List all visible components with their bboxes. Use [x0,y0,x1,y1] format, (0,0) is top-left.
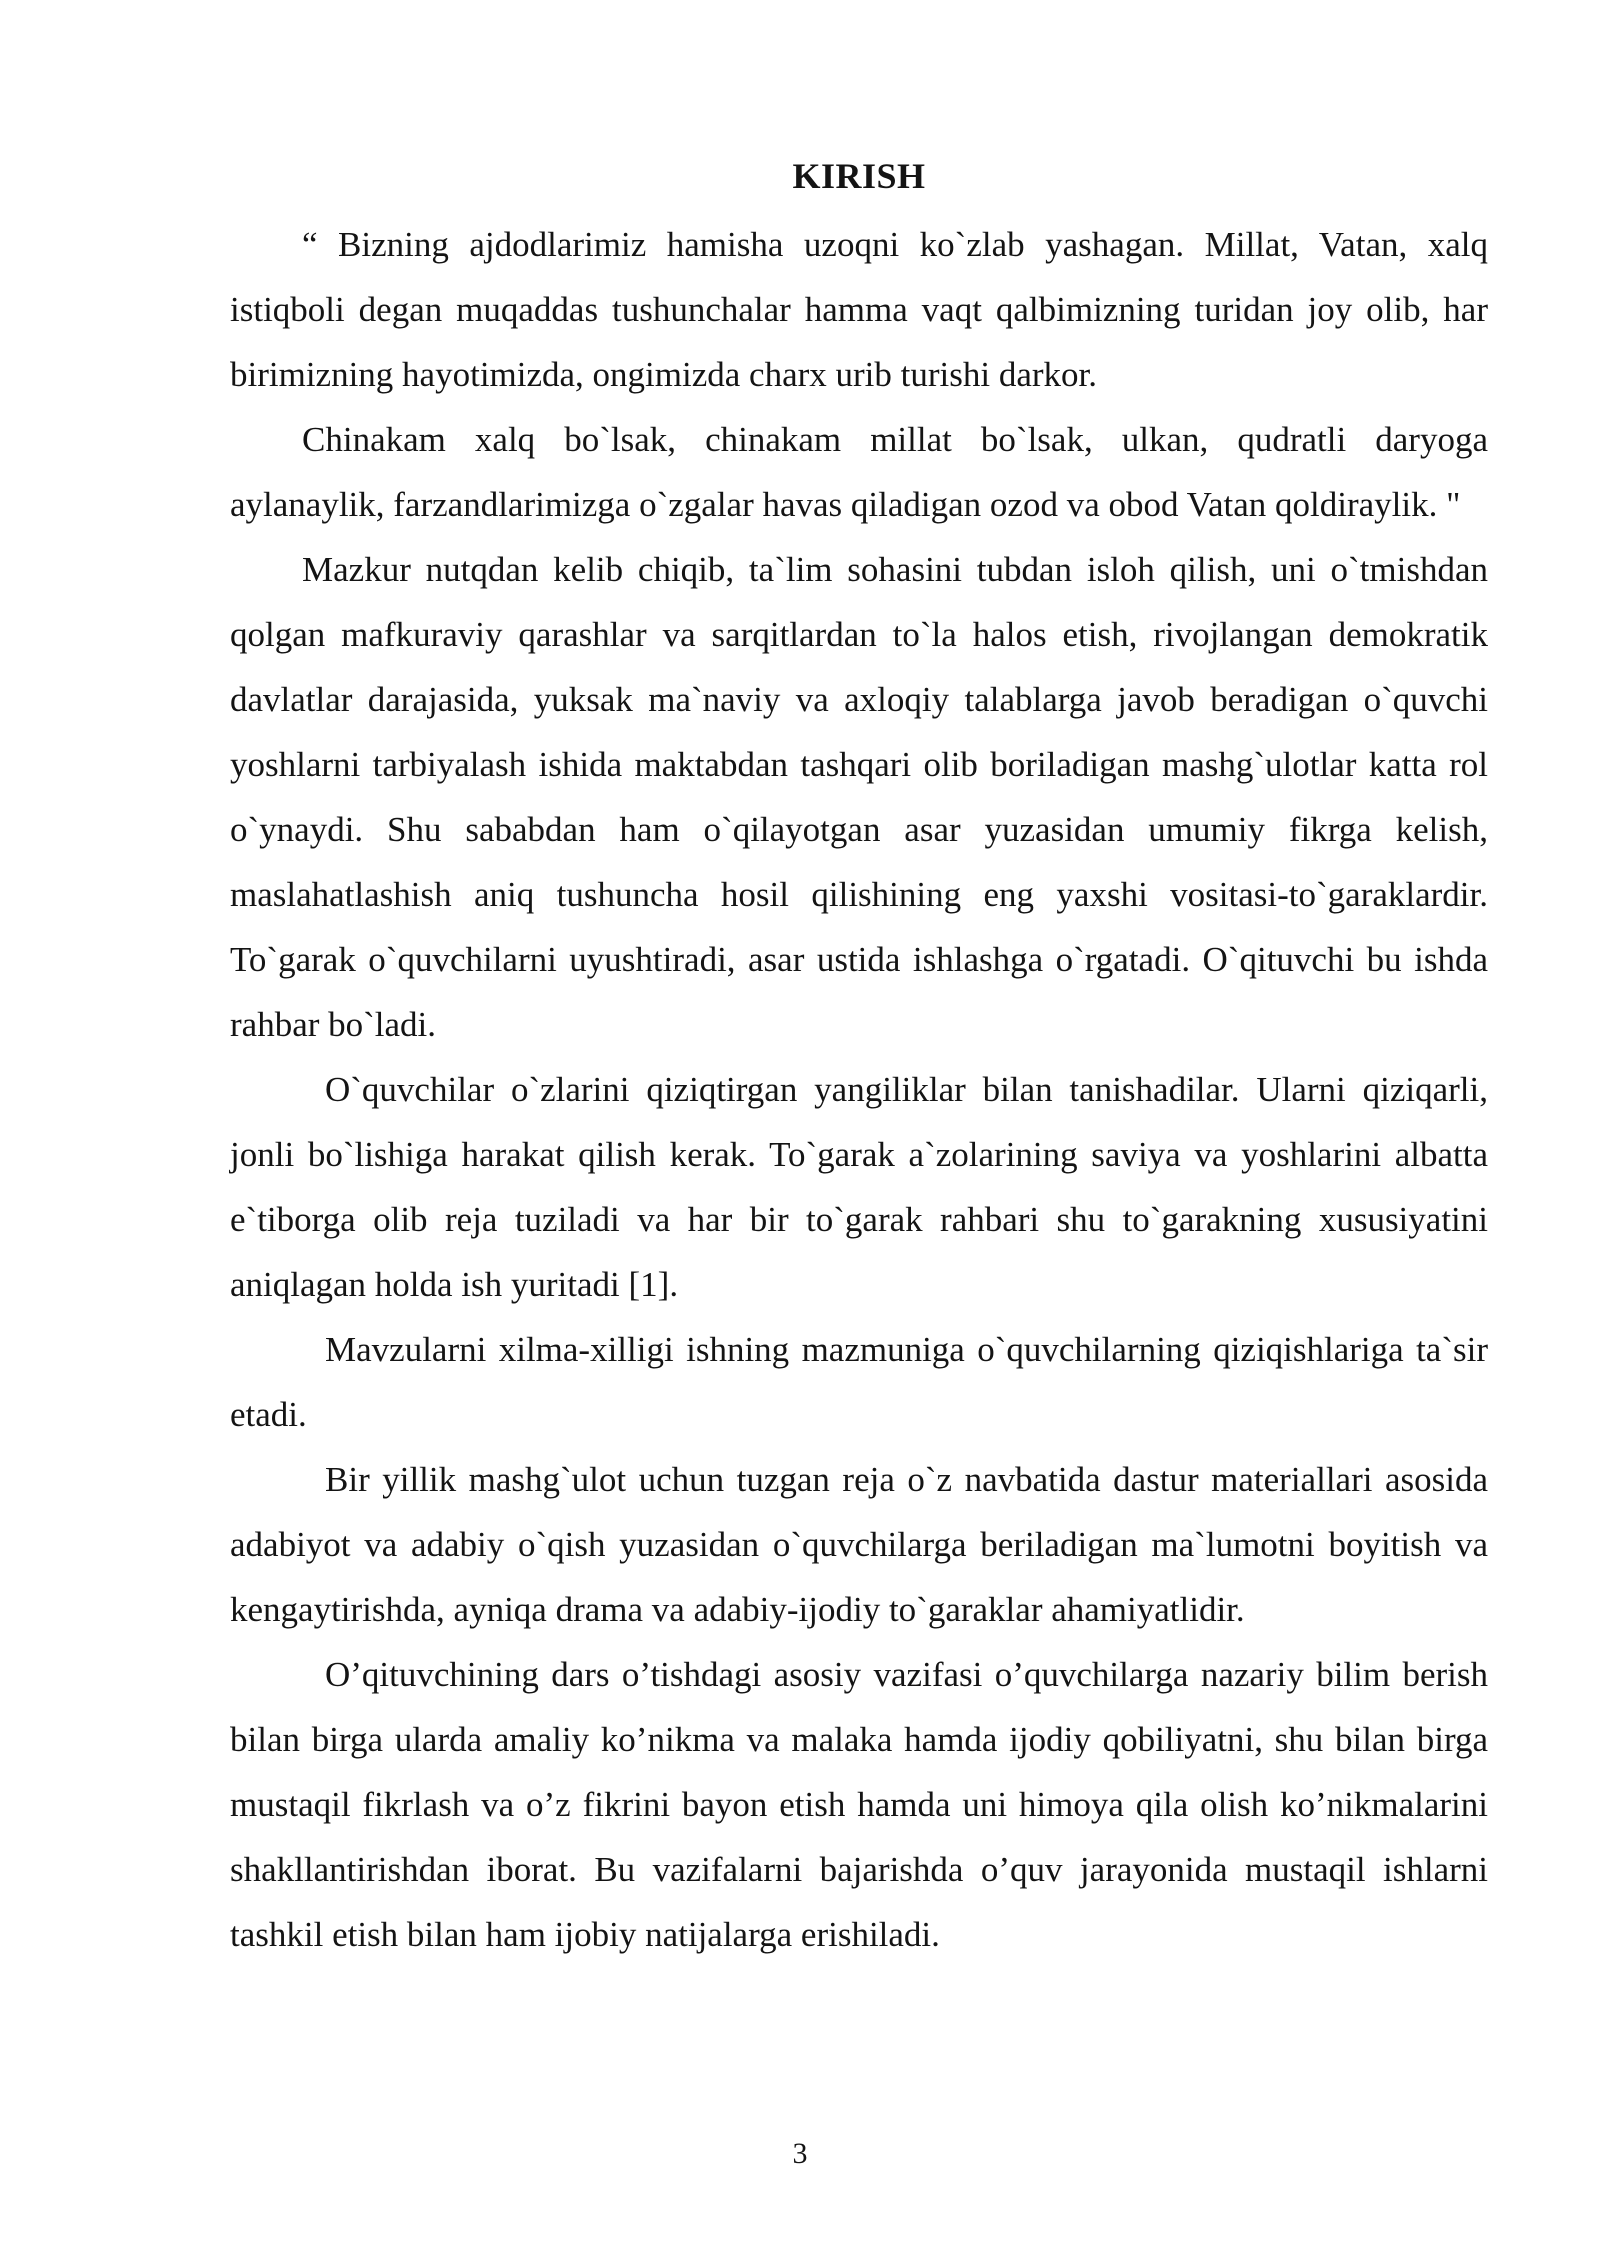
page-number: 3 [792,2137,808,2170]
page-content [230,148,1488,1967]
paragraph-education-reform: Mazkur nutqdan kelib chiqib, ta`lim sohasini tubdan isloh qilish, uni o`tmishdan qolgan mafkuraviy qarashlar va sarqitlardan to`la halos etish, rivojlangan demokratik davlatlar darajasida, yuksak ma`naviy va axloqiy talablarga javob beradigan o`quvchi yoshlarni tarbiyalash ishida maktabdan tashqari olib boriladigan mashg`ulotlar katta rol o`ynaydi. Shu sababdan ham o`qilayotgan asar yuzasidan umumiy fikrga kelish, maslahatlashish aniq tushuncha hosil qilishining eng yaxshi vositasi-to`garaklardir. To`garak o`quvchilarni uyushtiradi, asar ustida ishlashga o`rgatadi. O`qituvchi bu ishda rahbar bo`ladi. [230,550,1488,1044]
paragraph-quote-1: “ Bizning ajdodlarimiz hamisha uzoqni ko`zlab yashagan. Millat, Vatan, xalq istiqboli degan muqaddas tushunchalar hamma vaqt qalbimizning turidan joy olib, har birimizning hayotimizda, ongimizda charx urib turishi darkor. [230,225,1488,394]
paragraph-yearly-plan: Bir yillik mashg`ulot uchun tuzgan reja o`z navbatida dastur materiallari asosida adabiyot va adabiy o`qish yuzasidan o`quvchilarga beriladigan ma`lumotni boyitish va kengaytirishda, ayniqa drama va adabiy-ijodiy to`garaklar ahamiyatlidir. [230,1460,1488,1629]
paragraph-teacher-task: O’qituvchining dars o’tishdagi asosiy vazifasi o’quvchilarga nazariy bilim berish bilan birga ularda amaliy ko’nikma va malaka hamda ijodiy qobiliyatni, shu bilan birga mustaqil fikrlash va o’z fikrini bayon etish hamda uni himoya qila olish ko’nikmalarini shakllantirishdan iborat. Bu vazifalarni bajarishda o’quv jarayonida mustaqil ishlarni tashkil etish bilan ham ijobiy natijalarga erishiladi. [230,1655,1488,1954]
paragraph-quote-2: Chinakam xalq bo`lsak, chinakam millat bo`lsak, ulkan, qudratli daryoga aylanaylik, farzandlarimizga o`zgalar havas qiladigan ozod va obod Vatan qoldiraylik. " [230,420,1488,524]
paragraph-students: O`quvchilar o`zlarini qiziqtirgan yangiliklar bilan tanishadilar. Ularni qiziqarli, jonli bo`lishiga harakat qilish kerak. To`garak a`zolarining saviya va yoshlarini albatta e`tiborga olib reja tuziladi va har bir to`garak rahbari shu to`garakning xususiyatini aniqlagan holda ish yuritadi [1]. [230,1070,1488,1304]
paragraph-topics: Mavzularni xilma-xilligi ishning mazmuniga o`quvchilarning qiziqishlariga ta`sir etadi. [230,1330,1488,1434]
page-title: KIRISH [792,156,926,196]
